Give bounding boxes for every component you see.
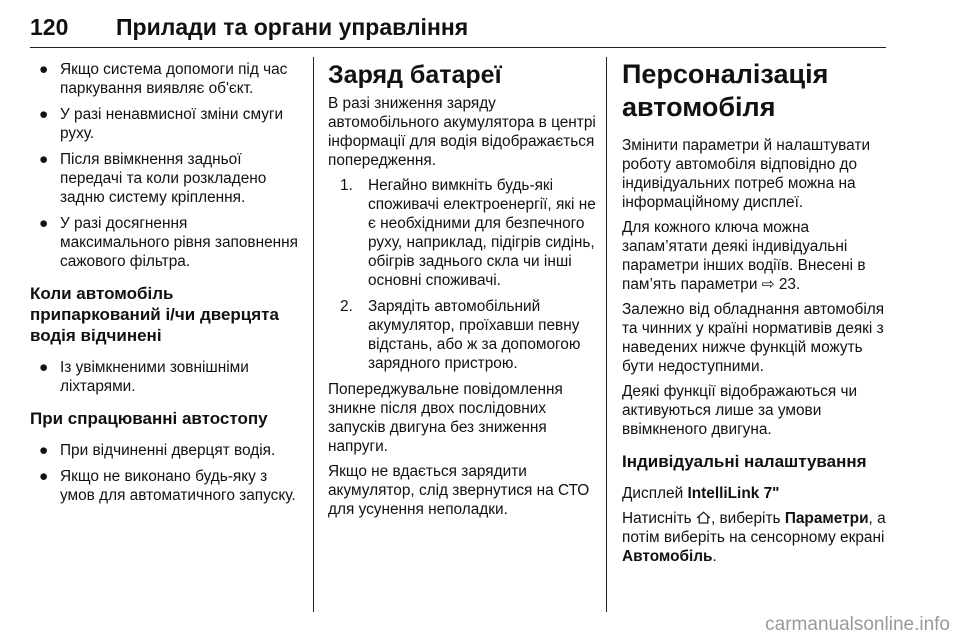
bullet-list-autostop <box>30 441 300 505</box>
bullet-list-warnings <box>30 60 300 271</box>
header-divider <box>30 47 886 48</box>
bullet-dot-icon: ● <box>39 106 49 123</box>
bullet-dot-icon: ● <box>39 468 49 485</box>
list-item: ● У разі ненавмисної зміни смуги руху. <box>39 106 284 142</box>
personalization-para-3: Залежно від обладнання автомобіля та чинних у країні нормативів деякі з наведених нижче функцій можуть бути недоступними. <box>622 301 885 375</box>
page-number: 120 <box>30 14 69 40</box>
battery-para-2: Якщо не вдається зарядити акумулятор, слід звернутися на СТО для усунення неполадки. <box>328 463 590 518</box>
section-heading-autostop: При спрацюванні автостопу <box>30 409 268 428</box>
personalization-para-4: Деякі функції відображаються чи активуються лише за умови ввімкненого двигуна. <box>622 383 858 438</box>
section-heading-personalization: Персоналізація автомобіля <box>622 59 829 122</box>
display-name: IntelliLink 7" <box>687 485 780 502</box>
personalization-para-2: Для кожного ключа можна запам’ятати деякі індивідуальні параметри інших водіїв. Внесені в пам’ять параметри ⇨ 23. <box>622 219 866 293</box>
section-heading-parked: Коли автомобіль припаркований і/чи дверцята водія відчинені <box>30 284 279 345</box>
battery-intro: В разі зниження заряду автомобільного акумулятора в центрі інформації для водія відображається попередження. <box>328 95 596 169</box>
list-item: ● Із увімкненими зовнішніми ліхтарями. <box>39 359 249 395</box>
list-item: ● При відчиненні дверцят водія. <box>39 442 276 459</box>
column-divider-1 <box>313 57 314 612</box>
column-middle <box>328 60 596 525</box>
column-left <box>30 60 300 512</box>
list-item: ● Якщо система допомоги під час паркування виявляє об'єкт. <box>39 61 288 97</box>
home-icon <box>696 511 711 524</box>
personalization-para-1: Змінити параметри й налаштувати роботу автомобіля відповідно до індивідуальних потреб можна на інформаційному дисплеї. <box>622 137 871 211</box>
bullet-dot-icon: ● <box>39 442 49 459</box>
page-header <box>30 14 886 46</box>
page-reference-icon[interactable]: ⇨ 23. <box>761 276 801 293</box>
list-item: 2. Зарядіть автомобільний акумулятор, проїхавши певну відстань, або ж за допомогою зарядного пристрою. <box>340 298 581 372</box>
watermark: carmanualsonline.info <box>765 614 950 635</box>
bullet-dot-icon: ● <box>39 61 49 78</box>
section-heading-individual-settings: Індивідуальні налаштування <box>622 452 867 471</box>
page-title: Прилади та органи управління <box>116 14 469 40</box>
display-line: Дисплей IntelliLink 7" <box>622 485 780 502</box>
list-item: 1. Негайно вимкніть будь-які споживачі електроенергії, які не є необхідними для безпечного руху, наприклад, підігрів сидінь, обігрів заднього скла чи інші основні споживачі. <box>340 177 596 289</box>
column-divider-2 <box>606 57 607 612</box>
bullet-dot-icon: ● <box>39 359 49 376</box>
instruction-line: Натисніть , виберіть Параметри, а потім виберіть на сенсорному екрані Автомобіль. <box>622 510 886 565</box>
battery-para-1: Попереджувальне повідомлення зникне після двох послідовних запусків двигуна без зниження напруги. <box>328 381 563 455</box>
list-item: ● Після ввімкнення задньої передачі та коли розкладено задню систему кріплення. <box>39 151 267 206</box>
battery-steps <box>328 176 596 373</box>
list-item: ● Якщо не виконано будь-яку з умов для автоматичного запуску. <box>39 468 296 504</box>
section-heading-battery: Заряд батареї <box>328 61 502 89</box>
list-item: ● У разі досягнення максимального рівня заповнення сажового фільтра. <box>39 215 298 270</box>
bullet-list-parked <box>30 358 300 396</box>
bullet-dot-icon: ● <box>39 151 49 168</box>
column-right <box>622 60 890 572</box>
bullet-dot-icon: ● <box>39 215 49 232</box>
